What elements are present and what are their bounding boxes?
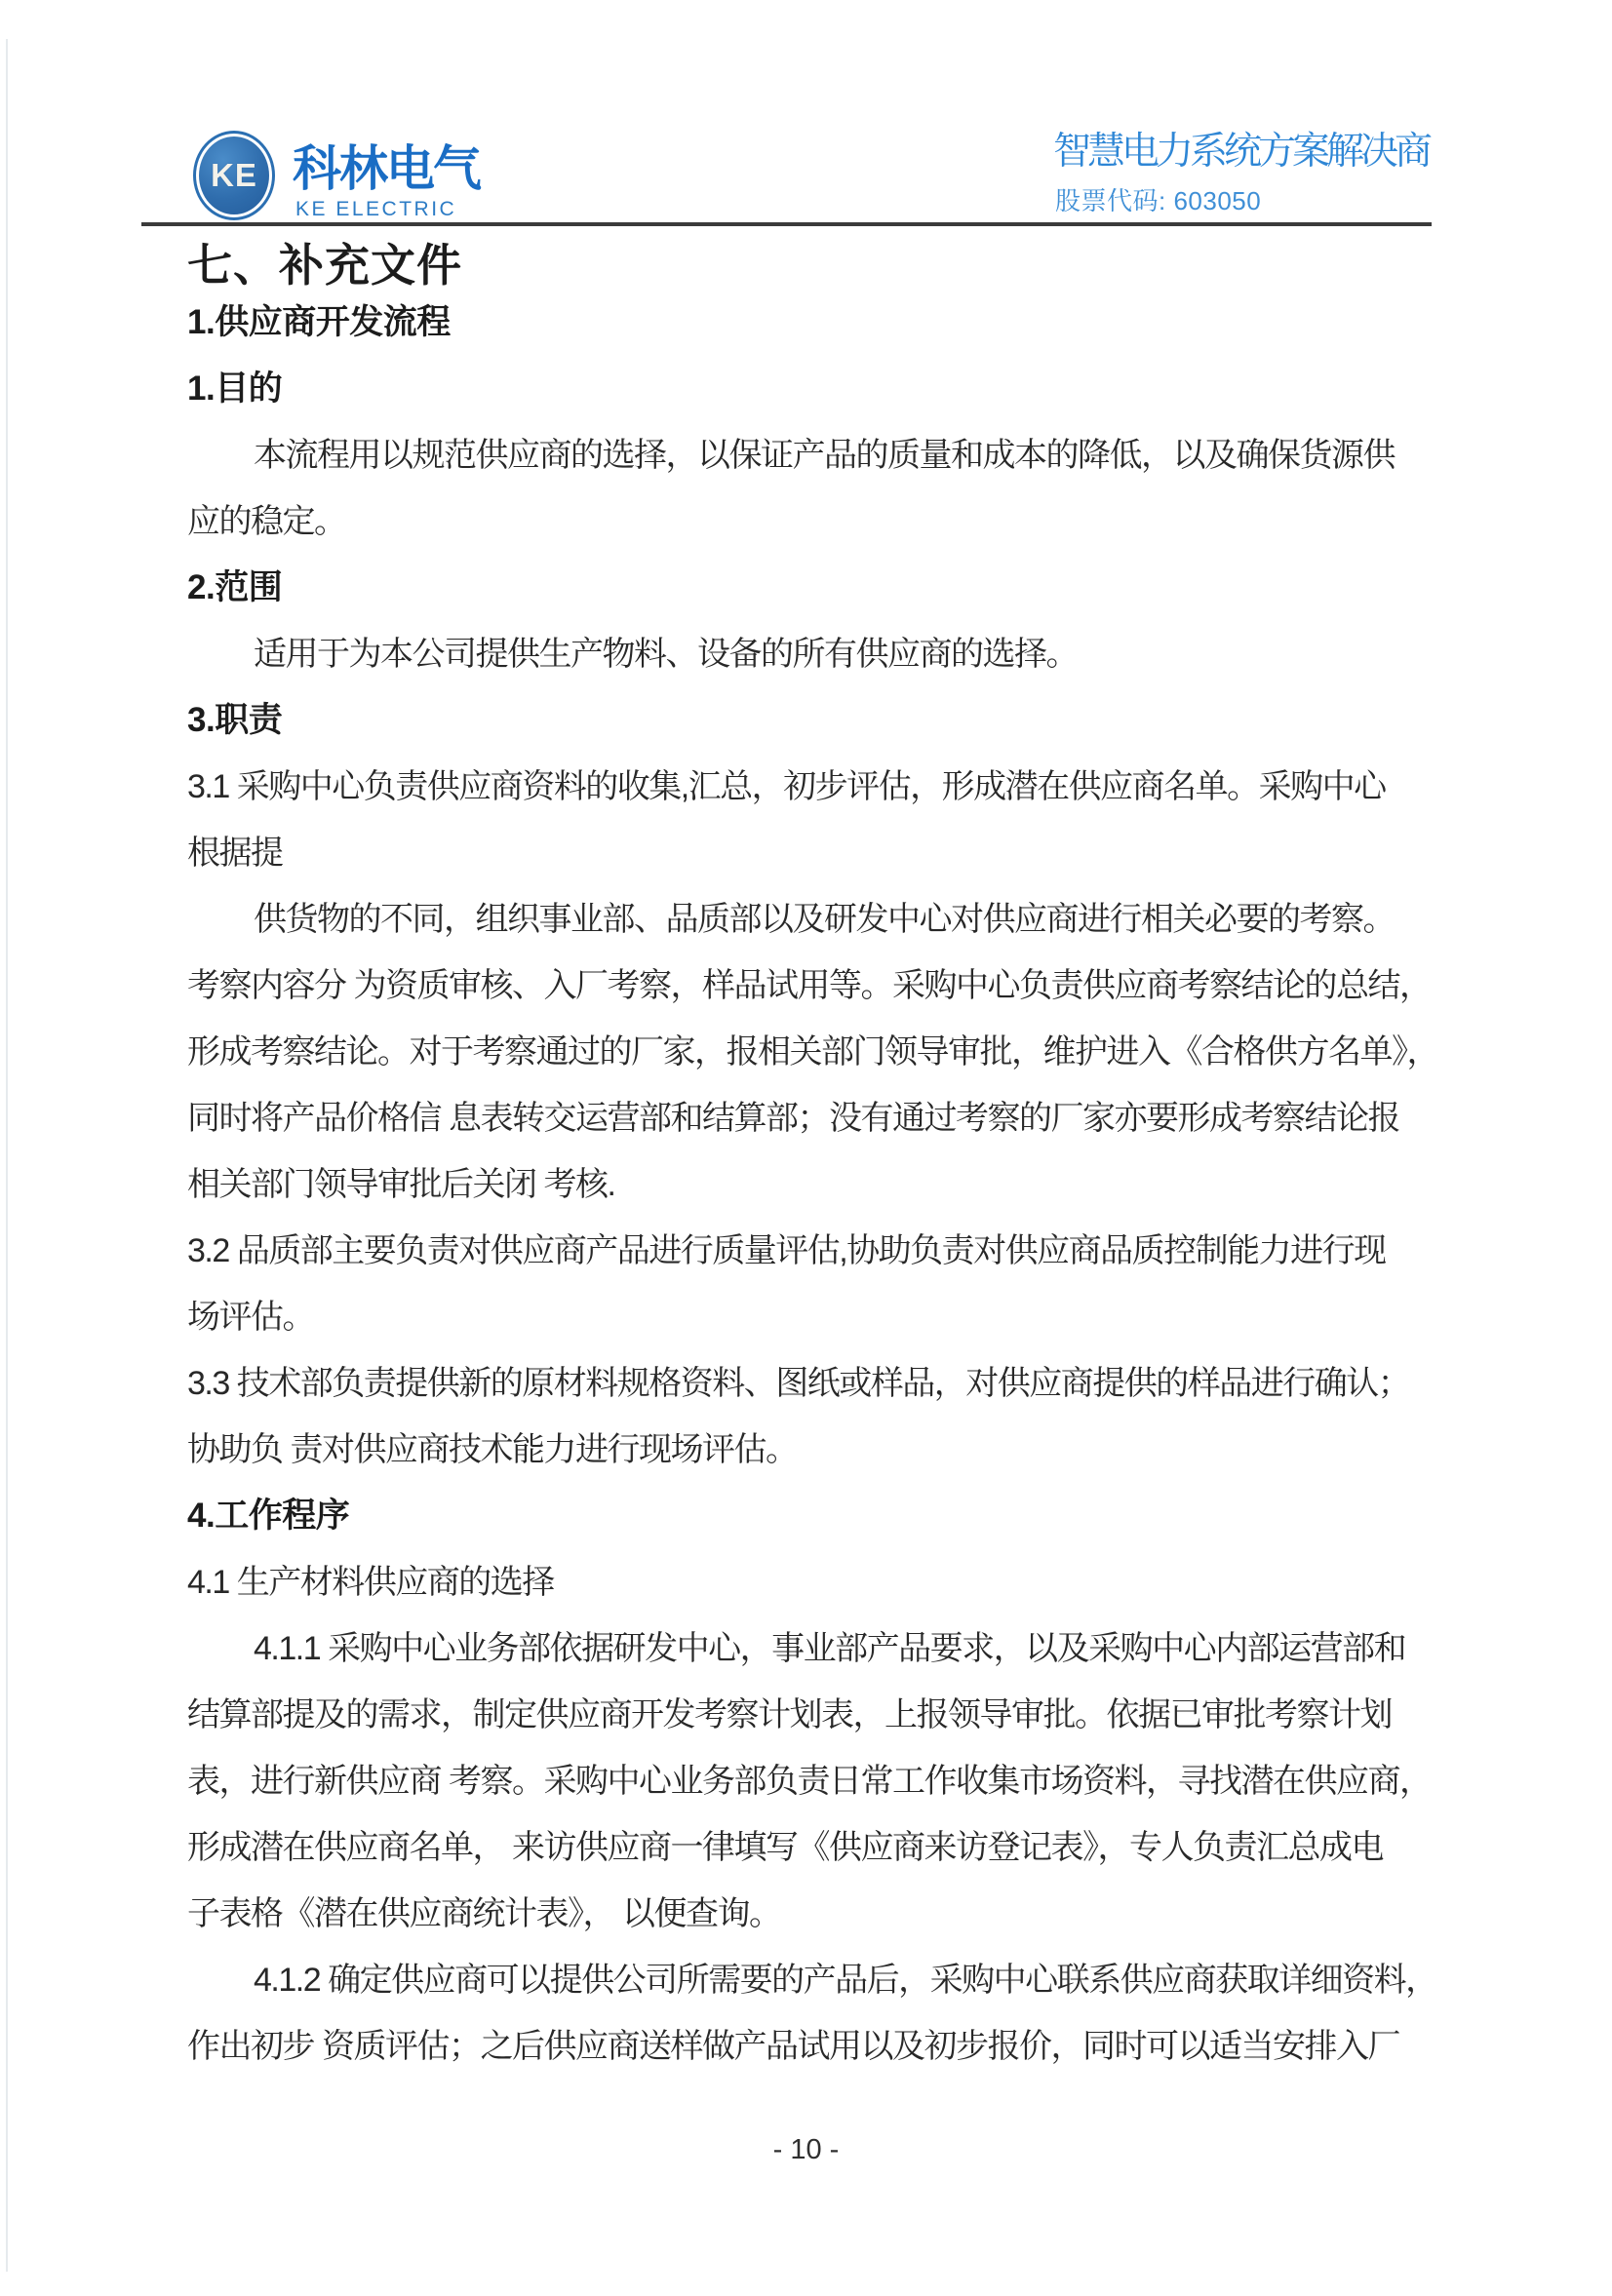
body-text-line: 协助负 责对供应商技术能力进行现场评估。 [187,1431,798,1468]
body-text-line: 考察内容分 为资质审核、入厂考察，样品试用等。采购中心负责供应商考察结论的总结， [187,967,1432,1004]
body-text-line: 根据提 [187,835,283,872]
page-title: 七、补充文件 [187,240,462,291]
section-heading: 1.目的 [187,370,283,408]
body-text-line: 供货物的不同，组织事业部、品质部以及研发中心对供应商进行相关必要的考察。 [254,901,1395,938]
body-text-line: 同时将产品价格信 息表转交运营部和结算部；没有通过考察的厂家亦要形成考察结论报 [187,1100,1399,1137]
body-text-line: 子表格《潜在供应商统计表》， 以便查询。 [187,1895,781,1932]
body-text-line: 3.3 技术部负责提供新的原材料规格资料、图纸或样品，对供应商提供的样品进行确认； [187,1365,1410,1402]
body-text-line: 作出初步 资质评估；之后供应商送样做产品试用以及初步报价，同时可以适当安排入厂 [187,2028,1399,2065]
company-name-cn: 科林电气 [293,141,480,196]
section-heading: 4.工作程序 [187,1497,350,1535]
body-text-line: 4.1.1 采购中心业务部依据研发中心，事业部产品要求，以及采购中心内部运营部和 [254,1630,1406,1667]
body-text-line: 相关部门领导审批后关闭 考核. [187,1166,615,1203]
body-text-line: 3.1 采购中心负责供应商资料的收集,汇总，初步评估，形成潜在供应商名单。采购中心 [187,768,1386,805]
stock-code: 股票代码: 603050 [1055,186,1262,215]
company-tagline: 智慧电力系统方案解决商 [1053,131,1430,173]
header-divider [141,222,1432,226]
body-text-line: 场评估。 [187,1299,314,1336]
logo-monogram: KE [211,157,257,193]
body-text-line: 4.1 生产材料供应商的选择 [187,1564,554,1601]
body-text-line: 适用于为本公司提供生产物料、设备的所有供应商的选择。 [254,636,1078,673]
scan-edge-artifact [6,39,8,2272]
company-logo-icon [193,131,275,220]
document-lines [187,290,1494,2080]
body-text-line: 表，进行新供应商 考察。采购中心业务部负责日常工作收集市场资料，寻找潜在供应商， [187,1763,1432,1800]
section-heading: 2.范围 [187,568,283,606]
section-heading: 1.供应商开发流程 [187,303,451,341]
body-text-line: 形成考察结论。对于考察通过的厂家，报相关部门领导审批，维护进入《合格供方名单》， [187,1033,1438,1070]
section-heading: 3.职责 [187,701,283,739]
body-text-line: 应的稳定。 [187,503,346,540]
company-name-en: KE ELECTRIC [295,198,457,220]
body-text-line: 结算部提及的需求，制定供应商开发考察计划表，上报领导审批。依据已审批考察计划 [187,1696,1392,1733]
body-text-line: 形成潜在供应商名单， 来访供应商一律填写《供应商来访登记表》，专人负责汇总成电 [187,1829,1383,1866]
body-text-line: 4.1.2 确定供应商可以提供公司所需要的产品后，采购中心联系供应商获取详细资料， [254,1962,1437,1999]
body-text-line: 3.2 品质部主要负责对供应商产品进行质量评估,协助负责对供应商品质控制能力进行现 [187,1232,1386,1269]
page-number: - 10 - [772,2134,840,2165]
logo-disc [199,136,269,214]
body-text-line: 本流程用以规范供应商的选择，以保证产品的质量和成本的降低，以及确保货源供 [254,437,1395,474]
